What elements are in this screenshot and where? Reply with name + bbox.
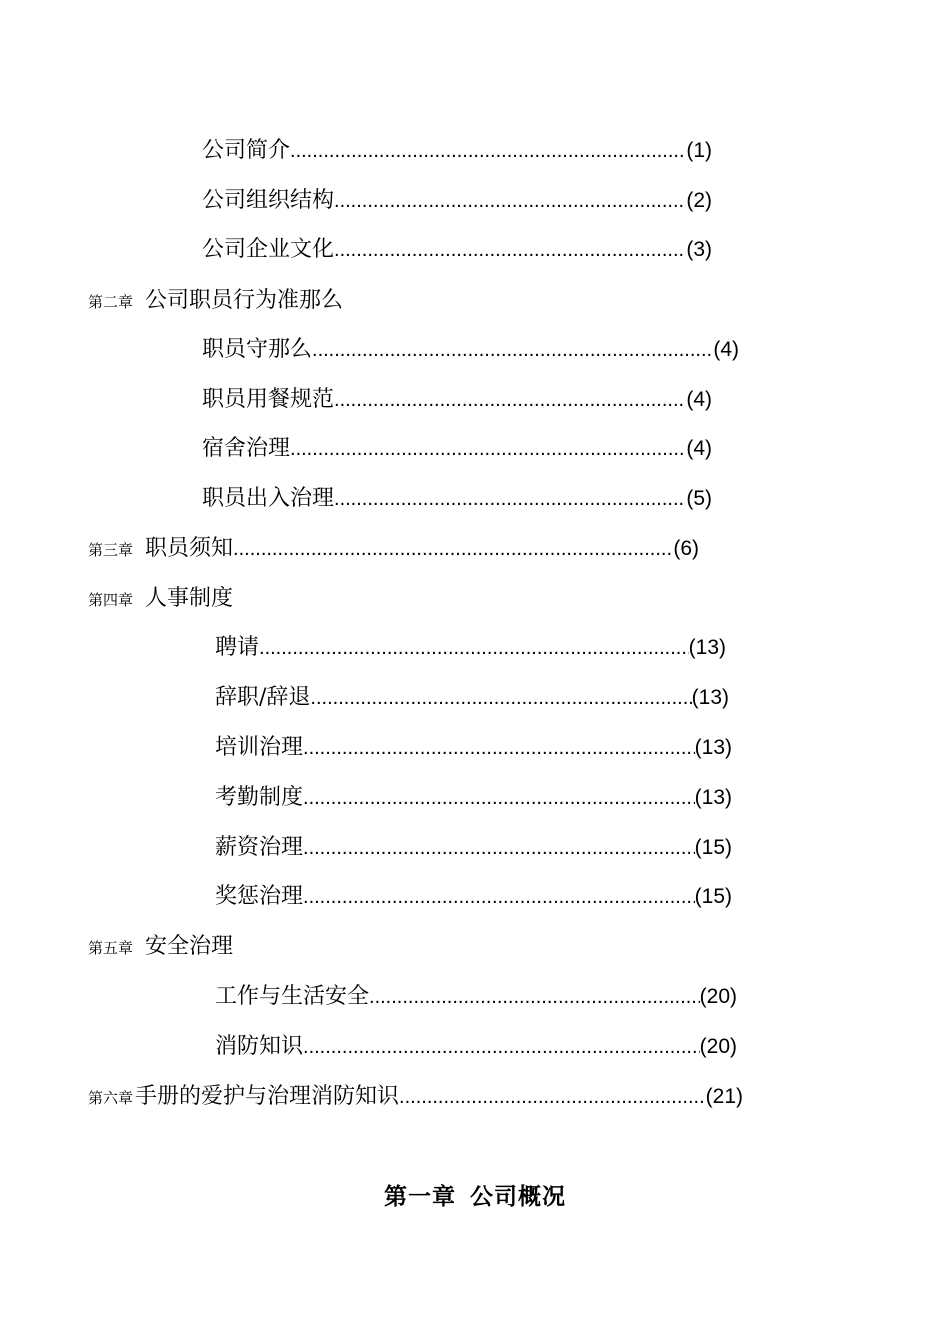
toc-entry-title: 奖惩治理: [215, 884, 304, 909]
toc-entry-training[interactable]: [215, 731, 732, 765]
toc-chapter-3[interactable]: [88, 532, 699, 566]
toc-chapter-5[interactable]: [88, 930, 233, 964]
dot-leader: [303, 781, 695, 815]
toc-page-number: (4): [686, 437, 712, 460]
toc-page-number: (13): [688, 636, 726, 659]
toc-entry-title: 培训治理: [215, 735, 304, 760]
chapter-prefix: 第三章: [88, 541, 134, 559]
dot-leader: [399, 1080, 706, 1114]
toc-entry-title: 公司简介: [202, 138, 291, 163]
dot-leader: [303, 831, 695, 865]
toc-entry-salary[interactable]: [215, 831, 732, 865]
toc-page-number: (13): [691, 686, 729, 709]
toc-page-number: (15): [694, 885, 732, 908]
dot-leader: [290, 432, 686, 466]
chapter-prefix: 第六章: [88, 1089, 134, 1107]
dot-leader: [310, 681, 691, 715]
chapter-prefix: 第二章: [88, 293, 134, 311]
toc-chapter-2[interactable]: [88, 284, 343, 318]
toc-entry-title: 职员守那么: [202, 337, 313, 362]
dot-leader: [303, 1030, 700, 1064]
toc-entry-title: 职员出入治理: [202, 486, 335, 511]
toc-entry-org-structure[interactable]: [202, 184, 712, 218]
toc-chapter-4[interactable]: [88, 582, 233, 616]
dot-leader: [369, 980, 700, 1014]
toc-entry-dining-rules[interactable]: [202, 383, 712, 417]
chapter-title: 手册的爱护与治理消防知识: [135, 1084, 400, 1109]
chapter-title: 安全治理: [145, 934, 234, 959]
toc-page-number: (6): [673, 537, 699, 560]
chapter-heading: [0, 1178, 950, 1211]
toc-page-number: (13): [694, 736, 732, 759]
toc-entry-recruitment[interactable]: [215, 631, 726, 665]
toc-entry-dormitory[interactable]: [202, 432, 712, 466]
dot-leader: [334, 383, 686, 417]
toc-page-number: (4): [686, 388, 712, 411]
toc-page-number: (15): [694, 836, 732, 859]
chapter-heading-title: 公司概况: [470, 1183, 566, 1210]
chapter-title: 公司职员行为准那么: [145, 288, 344, 313]
dot-leader: [334, 184, 686, 218]
toc-entry-entry-exit[interactable]: [202, 482, 712, 516]
toc-page-number: (2): [686, 189, 712, 212]
toc-entry-resignation[interactable]: [215, 681, 729, 715]
toc-entry-corporate-culture[interactable]: [202, 233, 712, 267]
dot-leader: [334, 233, 686, 267]
toc-entry-work-life-safety[interactable]: [215, 980, 737, 1014]
toc-entry-title: 公司组织结构: [202, 188, 335, 213]
toc-entry-staff-rules[interactable]: [202, 333, 739, 367]
toc-page-number: (13): [694, 786, 732, 809]
toc-entry-title: 宿舍治理: [202, 436, 291, 461]
toc-entry-title: 工作与生活安全: [215, 984, 370, 1009]
dot-leader: [233, 532, 673, 566]
toc-page-number: (1): [686, 139, 712, 162]
toc-page-number: (5): [686, 487, 712, 510]
dot-leader: [303, 880, 695, 914]
toc-page-number: (20): [699, 985, 737, 1008]
toc-page-number: (21): [705, 1085, 743, 1108]
chapter-heading-number: 第一章: [384, 1183, 456, 1210]
dot-leader: [312, 333, 713, 367]
toc-entry-rewards-penalties[interactable]: [215, 880, 732, 914]
toc-entry-title: 辞职/辞退: [215, 685, 311, 710]
chapter-prefix: 第四章: [88, 591, 134, 609]
dot-leader: [290, 134, 686, 168]
toc-entry-title: 公司企业文化: [202, 237, 335, 262]
toc-entry-attendance[interactable]: [215, 781, 732, 815]
chapter-title: 职员须知: [145, 536, 234, 561]
toc-page-number: (3): [686, 238, 712, 261]
toc-chapter-6[interactable]: [88, 1080, 743, 1114]
dot-leader: [259, 631, 689, 665]
dot-leader: [334, 482, 686, 516]
dot-leader: [303, 731, 695, 765]
toc-entry-title: 消防知识: [215, 1034, 304, 1059]
chapter-prefix: 第五章: [88, 939, 134, 957]
toc-page-number: (4): [713, 338, 739, 361]
toc-entry-company-intro[interactable]: [202, 134, 712, 168]
toc-page-number: (20): [699, 1035, 737, 1058]
chapter-title: 人事制度: [145, 586, 234, 611]
toc-entry-fire-knowledge[interactable]: [215, 1030, 737, 1064]
toc-entry-title: 考勤制度: [215, 785, 304, 810]
toc-entry-title: 薪资治理: [215, 835, 304, 860]
toc-entry-title: 聘请: [215, 635, 260, 660]
toc-entry-title: 职员用餐规范: [202, 387, 335, 412]
